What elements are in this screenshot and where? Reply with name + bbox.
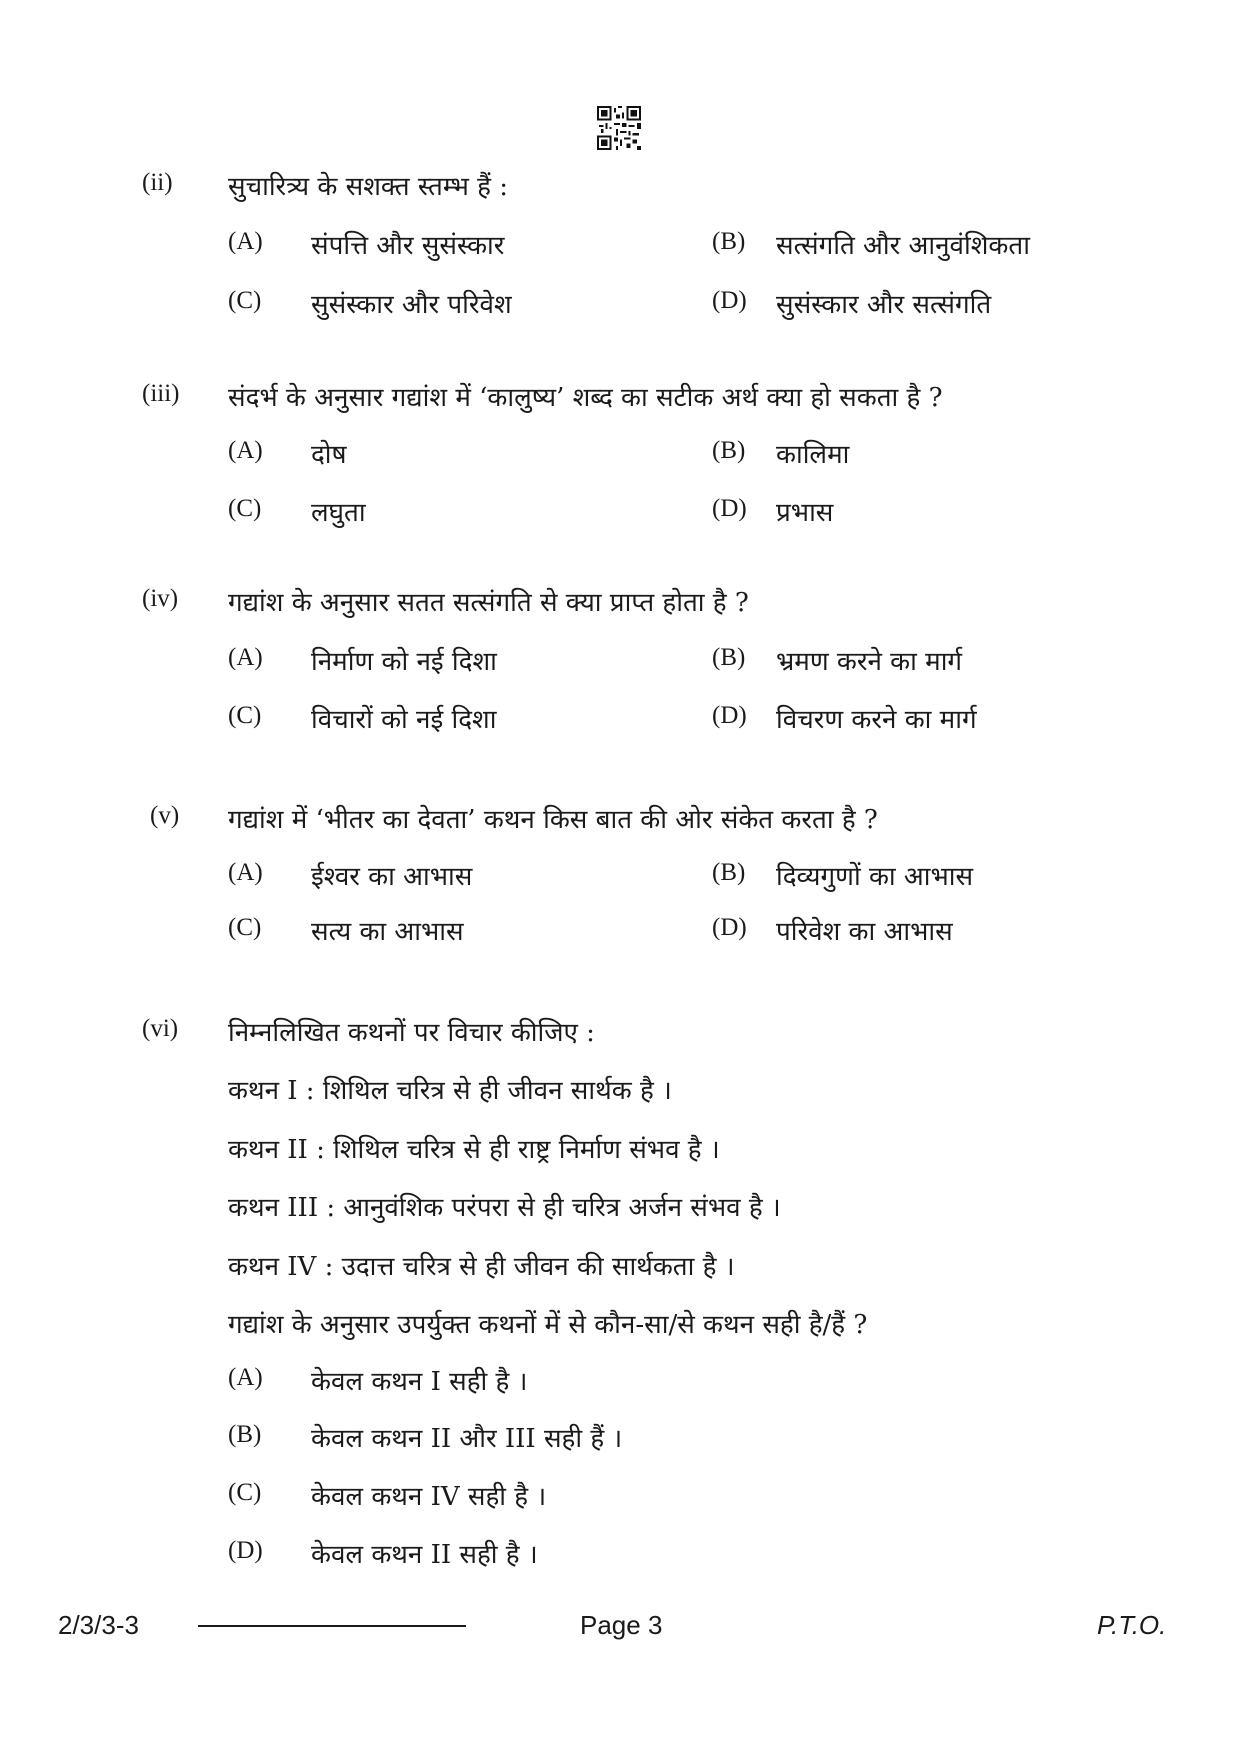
statement-iii: कथन III : आनुवंशिक परंपरा से ही चरित्र अर्जन संभव है ।: [228, 1193, 781, 1223]
option-label: (D): [712, 702, 747, 729]
option-label: (D): [712, 287, 747, 314]
option-label: (D): [228, 1537, 263, 1564]
question-prompt: गद्यांश के अनुसार उपर्युक्त कथनों में से कौन-सा/से कथन सही है/हैं ?: [228, 1310, 868, 1340]
question-text: गद्यांश के अनुसार सतत सत्संगति से क्या प्राप्त होता है ?: [228, 588, 749, 618]
question-number: (iii): [142, 380, 180, 407]
option-text: परिवेश का आभास: [776, 917, 953, 947]
option-text: केवल कथन I सही है ।: [311, 1367, 528, 1397]
statement-ii: कथन II : शिथिल चरित्र से ही राष्ट्र निर्माण संभव है ।: [228, 1135, 720, 1165]
question-text: सुचारित्र्य के सशक्त स्तम्भ हैं :: [228, 172, 509, 202]
option-label: (A): [228, 1364, 263, 1391]
option-label: (B): [712, 859, 746, 886]
question-text: निम्नलिखित कथनों पर विचार कीजिए :: [228, 1018, 595, 1048]
option-label: (C): [228, 1479, 262, 1506]
option-text: केवल कथन II सही है ।: [311, 1540, 538, 1570]
pto-label: P.T.O.: [1097, 1610, 1167, 1640]
option-text: दोष: [311, 440, 347, 470]
option-text: दिव्यगुणों का आभास: [776, 862, 974, 892]
question-text: संदर्भ के अनुसार गद्यांश में ‘कालुष्य’ शब्द का सटीक अर्थ क्या हो सकता है ?: [228, 383, 943, 413]
option-text: सुसंस्कार और सत्संगति: [776, 290, 992, 320]
statement-i: कथन I : शिथिल चरित्र से ही जीवन सार्थक है ।: [228, 1076, 672, 1106]
option-text: लघुता: [311, 498, 366, 528]
option-text: ईश्वर का आभास: [311, 862, 473, 892]
option-label: (B): [712, 644, 746, 671]
option-label: (B): [228, 1421, 262, 1448]
statement-iv: कथन IV : उदात्त चरित्र से ही जीवन की सार्थकता है ।: [228, 1252, 735, 1282]
question-number: (vi): [142, 1015, 179, 1042]
paper-code: 2/3/3-3: [58, 1610, 139, 1640]
page-number: Page 3: [580, 1610, 663, 1640]
option-text: केवल कथन II और III सही हैं ।: [311, 1424, 623, 1454]
option-label: (B): [712, 437, 746, 464]
option-text: केवल कथन IV सही है ।: [311, 1482, 547, 1512]
option-text: विचारों को नई दिशा: [311, 705, 497, 735]
footer-divider: [198, 1625, 466, 1627]
option-label: (A): [228, 644, 263, 671]
option-text: विचरण करने का मार्ग: [776, 705, 977, 735]
option-label: (C): [228, 914, 262, 941]
question-number: (iv): [142, 585, 179, 612]
option-label: (A): [228, 228, 263, 255]
option-text: निर्माण को नई दिशा: [311, 647, 497, 677]
question-number: (ii): [142, 169, 173, 196]
option-label: (D): [712, 495, 747, 522]
question-number: (v): [150, 802, 180, 829]
option-label: (D): [712, 914, 747, 941]
option-text: भ्रमण करने का मार्ग: [776, 647, 963, 677]
option-label: (A): [228, 859, 263, 886]
option-text: सुसंस्कार और परिवेश: [311, 290, 512, 320]
option-text: सत्य का आभास: [311, 917, 464, 947]
option-text: सत्संगति और आनुवंशिकता: [776, 231, 1030, 261]
option-label: (B): [712, 228, 746, 255]
option-label: (C): [228, 702, 262, 729]
option-label: (C): [228, 495, 262, 522]
option-label: (A): [228, 437, 263, 464]
option-text: संपत्ति और सुसंस्कार: [311, 231, 505, 261]
question-text: गद्यांश में ‘भीतर का देवता’ कथन किस बात की ओर संकेत करता है ?: [228, 805, 878, 835]
option-text: प्रभास: [776, 498, 834, 528]
option-label: (C): [228, 287, 262, 314]
option-text: कालिमा: [776, 440, 850, 470]
qr-code-icon: [597, 106, 641, 150]
